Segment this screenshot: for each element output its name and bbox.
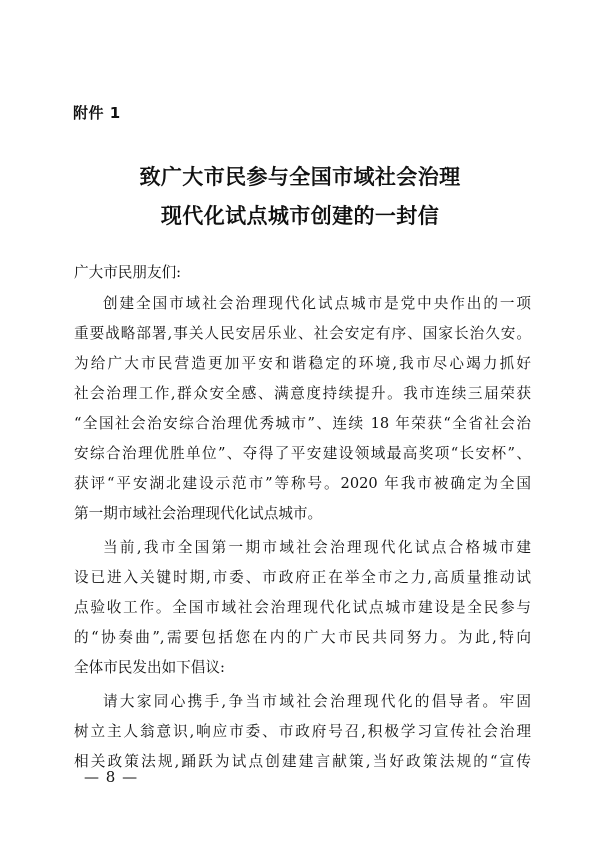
salutation: 广大市民朋友们: — [74, 264, 182, 281]
paragraph-2-line: 当前,我市全国第一期市域社会治理现代化试点合格城市建 — [103, 539, 531, 556]
paragraph-2-line: 点验收工作。全国市域社会治理现代化试点城市建设是全民参与 — [74, 599, 531, 616]
page-number: — 8 — — [84, 768, 139, 786]
paragraph-1-line: 重要战略部署,事关人民安居乐业、社会安定有序、国家长治久安。 — [74, 325, 531, 342]
paragraph-1-line: “全国社会治安综合治理优秀城市”、连续 18 年荣获“全省社会治 — [74, 415, 531, 432]
paragraph-1-line: 第一期市域社会治理现代化试点城市。 — [74, 505, 323, 522]
paragraph-1-line: 社会治理工作,群众安全感、满意度持续提升。我市连续三届荣获 — [74, 385, 531, 402]
paragraph-3-line: 树立主人翁意识,响应市委、市政府号召,积极学习宣传社会治理 — [74, 723, 531, 740]
paragraph-1-line: 安综合治理优胜单位”、夺得了平安建设领域最高奖项“长安杯”、 — [74, 445, 531, 462]
paragraph-3-line: 请大家同心携手,争当市域社会治理现代化的倡导者。牢固 — [103, 693, 531, 710]
paragraph-1-line: 创建全国市域社会治理现代化试点城市是党中央作出的一项 — [103, 295, 531, 312]
paragraph-2-line: 设已进入关键时期,市委、市政府正在举全市之力,高质量推动试 — [74, 569, 531, 586]
paragraph-2-line: 的“协奏曲”,需要包括您在内的广大市民共同努力。为此,特向 — [74, 629, 531, 646]
paragraph-2-line: 全体市民发出如下倡议: — [74, 659, 225, 676]
paragraph-1-line: 为给广大市民营造更加平安和谐稳定的环境,我市尽心竭力抓好 — [74, 355, 531, 372]
attachment-label: 附件 1 — [73, 104, 121, 122]
paragraph-3-line: 相关政策法规,踊跃为试点创建建言献策,当好政策法规的“宣传 — [74, 753, 531, 770]
title-line-2: 现代化试点城市创建的一封信 — [160, 203, 440, 228]
title-line-1: 致广大市民参与全国市域社会治理 — [139, 164, 461, 189]
paragraph-1-line: 获评“平安湖北建设示范市”等称号。2020 年我市被确定为全国 — [74, 475, 531, 492]
